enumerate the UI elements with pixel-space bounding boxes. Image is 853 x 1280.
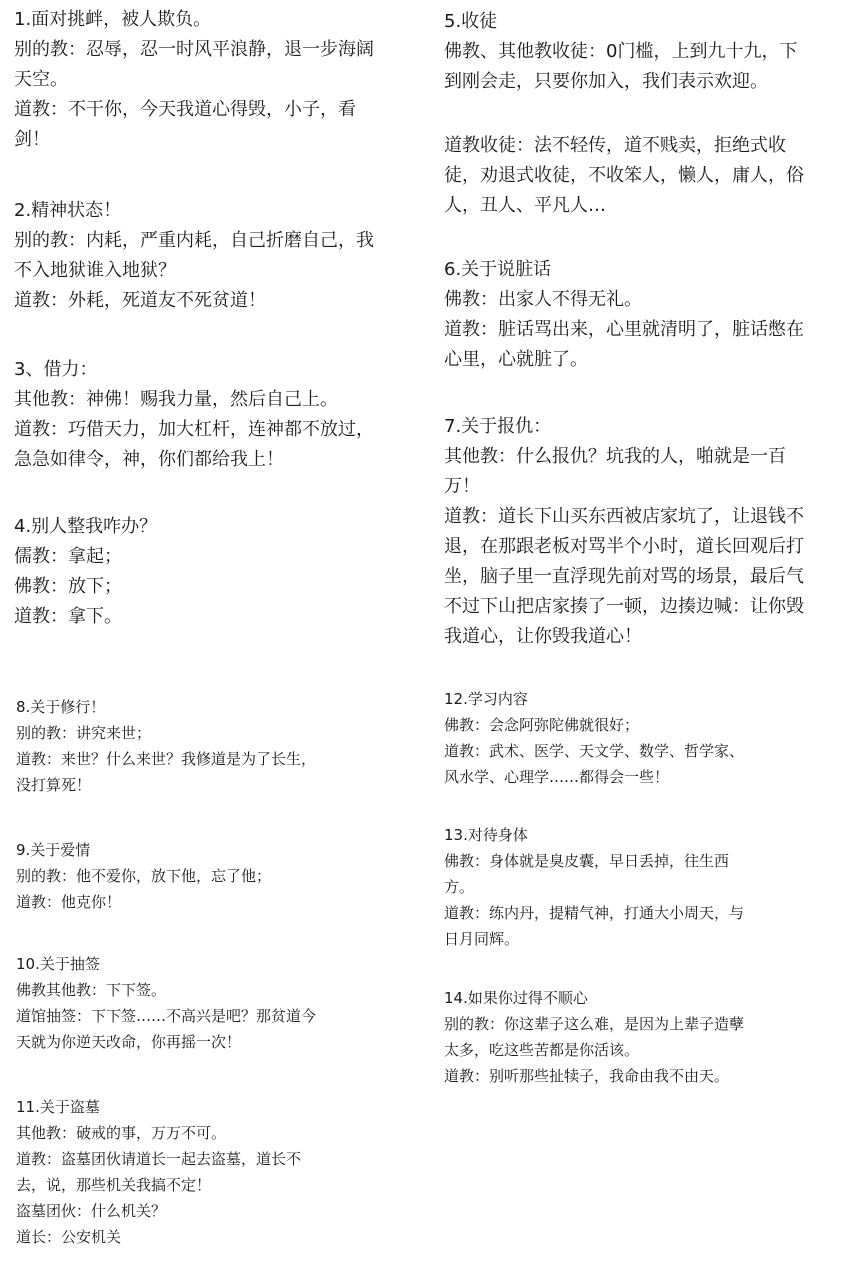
text-line: 别的教：你这辈子这么难，是因为上辈子造孽 — [444, 1015, 745, 1033]
text-line: 方。 — [444, 878, 475, 896]
text-line: 太多，吃这些苦都是你活该。 — [444, 1041, 640, 1059]
text-line: 佛教：出家人不得无礼。 — [444, 289, 642, 310]
section-7 — [444, 412, 804, 652]
text-line: 道教：来世？什么来世？我修道是为了长生， — [16, 750, 317, 768]
section-9 — [16, 837, 271, 915]
section-5 — [444, 7, 797, 97]
text-line: 到刚会走，只要你加入，我们表示欢迎。 — [444, 71, 768, 92]
section-8 — [16, 694, 316, 798]
text-line: 坐，脑子里一直浮现先前对骂的场景，最后气 — [444, 566, 804, 587]
section-10 — [16, 951, 316, 1055]
section-3 — [14, 355, 374, 475]
section-14-title: 14.如果你过得不顺心 — [444, 989, 588, 1007]
text-line: 盗墓团伙：什么机关？ — [16, 1202, 167, 1220]
text-line: 不过下山把店家揍了一顿，边揍边喊：让你毁 — [444, 596, 804, 617]
text-line: 道教：脏话骂出来，心里就清明了，脏话憋在 — [444, 319, 804, 340]
section-4-title: 4.别人整我咋办？ — [14, 516, 158, 537]
text-line: 没打算死！ — [16, 776, 92, 794]
text-line: 道教：外耗，死道友不死贫道！ — [14, 290, 266, 311]
text-line: 其他教：破戒的事，万万不可。 — [16, 1124, 227, 1142]
text-line: 佛教：身体就是臭皮囊，早日丢掉，往生西 — [444, 852, 730, 870]
section-6 — [444, 255, 804, 375]
text-line: 退，在那跟老板对骂半个小时，道长回观后打 — [444, 536, 804, 557]
text-line: 其他教：什么报仇？坑我的人，啪就是一百 — [444, 446, 786, 467]
text-line: 心里，心就脏了。 — [444, 349, 588, 370]
section-1 — [14, 5, 374, 155]
text-line: 佛教：会念阿弥陀佛就很好； — [444, 716, 640, 734]
text-line: 我道心，让你毁我道心！ — [444, 626, 642, 647]
text-line: 道长：公安机关 — [16, 1228, 122, 1246]
section-4 — [14, 512, 157, 632]
section-14 — [444, 985, 744, 1089]
section-3-title: 3、借力： — [14, 359, 98, 380]
text-line: 徒，劝退式收徒，不收笨人，懒人，庸人，俗 — [444, 165, 804, 186]
text-line: 道教：不干你，今天我道心得毁，小子，看 — [14, 99, 356, 120]
text-line: 人，丑人、平凡人… — [444, 195, 606, 216]
text-line: 剑！ — [14, 129, 50, 150]
text-line: 佛教、其他教收徒：0门槛，上到九十九，下 — [444, 41, 798, 62]
text-line: 道教：武术、医学、天文学、数学、哲学家、 — [444, 742, 745, 760]
section-13-title: 13.对待身体 — [444, 826, 528, 844]
text-line: 不入地狱谁入地狱？ — [14, 260, 176, 281]
section-13 — [444, 822, 744, 952]
text-line: 别的教：他不爱你，放下他，忘了他； — [16, 867, 272, 885]
text-line: 道教：练内丹，提精气神，打通大小周天，与 — [444, 904, 745, 922]
text-line: 去，说，那些机关我搞不定！ — [16, 1176, 212, 1194]
text-line: 道教：道长下山买东西被店家坑了，让退钱不 — [444, 506, 804, 527]
text-line: 道教：他克你！ — [16, 893, 122, 911]
text-line: 道教收徒：法不轻传，道不贱卖，拒绝式收 — [444, 135, 786, 156]
text-line: 别的教：内耗，严重内耗，自己折磨自己，我 — [14, 230, 374, 251]
section-10-title: 10.关于抽签 — [16, 955, 100, 973]
text-line: 佛教其他教：下下签。 — [16, 981, 167, 999]
text-line: 别的教：讲究来世； — [16, 724, 152, 742]
section-7-title: 7.关于报仇： — [444, 416, 552, 437]
section-5-daoist — [444, 131, 804, 221]
text-line: 天空。 — [14, 69, 68, 90]
section-2 — [14, 196, 374, 316]
section-12 — [444, 686, 744, 790]
text-line: 风水学、心理学……都得会一些！ — [444, 768, 670, 786]
text-line: 万！ — [444, 476, 480, 497]
text-line: 其他教：神佛！赐我力量，然后自己上。 — [14, 389, 338, 410]
section-1-title: 1.面对挑衅，被人欺负。 — [14, 9, 212, 30]
text-line: 天就为你逆天改命，你再摇一次！ — [16, 1033, 242, 1051]
text-line: 佛教：放下； — [14, 576, 122, 597]
section-12-title: 12.学习内容 — [444, 690, 528, 708]
section-11-title: 11.关于盗墓 — [16, 1098, 100, 1116]
section-9-title: 9.关于爱情 — [16, 841, 91, 859]
section-8-title: 8.关于修行！ — [16, 698, 106, 716]
text-line: 道教：拿下。 — [14, 606, 122, 627]
text-line: 道教：巧借天力，加大杠杆，连神都不放过， — [14, 419, 374, 440]
section-2-title: 2.精神状态！ — [14, 200, 122, 221]
section-6-title: 6.关于说脏话 — [444, 259, 552, 280]
text-line: 儒教：拿起； — [14, 546, 122, 567]
section-5-title: 5.收徒 — [444, 11, 498, 32]
text-line: 日月同辉。 — [444, 930, 520, 948]
text-line: 道馆抽签：下下签……不高兴是吧？那贫道今 — [16, 1007, 317, 1025]
text-line: 急急如律令，神，你们都给我上！ — [14, 449, 284, 470]
text-line: 别的教：忍辱，忍一时风平浪静，退一步海阔 — [14, 39, 374, 60]
text-line: 道教：别听那些扯犊子，我命由我不由天。 — [444, 1067, 730, 1085]
section-11 — [16, 1094, 301, 1250]
text-line: 道教：盗墓团伙请道长一起去盗墓，道长不 — [16, 1150, 302, 1168]
